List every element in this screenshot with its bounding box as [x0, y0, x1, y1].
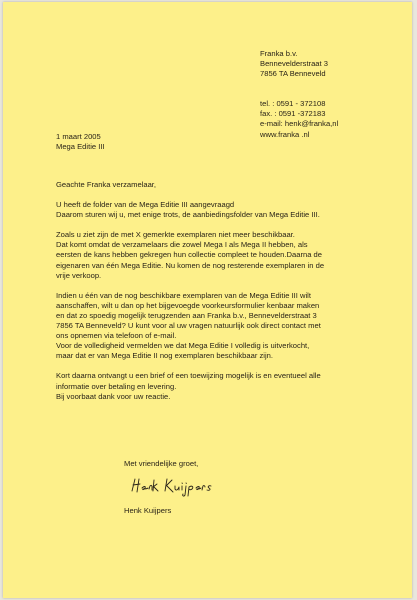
body-line: aanschaffen, wilt u dan op het bijgevoegde voorkeursformulier kenbaar maken — [56, 300, 320, 310]
letter-body — [56, 180, 376, 402]
sender-email: e-mail: henk@franka,nl — [260, 119, 339, 129]
body-line: Zoals u ziet zijn de met X gemerkte exemplaren niet meer beschikbaar. — [56, 230, 295, 240]
body-line: eigenaren van één Mega Editie. Nu komen de nog resterende exemplaren in de — [56, 260, 325, 270]
body-line: 7856 TA Benneveld? U kunt voor al uw vragen natuurlijk ook direct contact met — [56, 321, 321, 331]
salutation: Geachte Franka verzamelaar, — [56, 180, 157, 189]
body-line: Voor de volledigheid vermelden we dat Mega Editie I volledig is uitverkocht, — [56, 341, 310, 351]
handwritten-signature — [129, 475, 229, 502]
body-line: Dat komt omdat de verzamelaars die zowel Mega I als Mega II hebben, als — [56, 240, 308, 250]
letter-subject: Mega Editie III — [56, 142, 105, 152]
body-line: eersten de kans hebben gekregen hun collectie compleet te houden.Daarna de — [56, 250, 322, 260]
paragraph-3 — [56, 291, 376, 362]
sender-fax: fax. : 0591 -372183 — [260, 109, 326, 119]
sender-tel: tel. : 0591 - 372108 — [260, 99, 326, 109]
closing: Met vriendelijke groet, — [124, 459, 199, 468]
body-line: informatie over betaling en levering. — [56, 381, 177, 391]
body-line: Bij voorbaat dank voor uw reactie. — [56, 391, 171, 401]
signature-name: Henk Kuijpers — [124, 506, 172, 515]
body-line: ons opnemen via telefoon of e-mail. — [56, 331, 177, 341]
letter-page — [3, 2, 412, 598]
body-line: U heeft de folder van de Mega Editie III aangevraagd — [56, 200, 235, 210]
body-line: Indien u één van de nog beschikbare exemplaren van de Mega Editie III wilt — [56, 290, 311, 300]
sender-street: Bennevelderstraat 3 — [260, 59, 328, 69]
sender-company: Franka b.v. — [260, 49, 298, 58]
body-line: maar dat er van Mega Editie II nog exemplaren beschikbaar zijn. — [56, 351, 273, 361]
body-line: en dat zo spoedig mogelijk terugzenden aan Franka b.v., Bennevelderstraat 3 — [56, 310, 317, 320]
body-line: Daarom sturen wij u, met enige trots, de aanbiedingsfolder van Mega Editie III. — [56, 210, 320, 220]
body-line: Kort daarna ontvangt u een brief of een toewijzing mogelijk is en eventueel alle — [56, 371, 321, 381]
paragraph-4 — [56, 371, 376, 401]
sender-web: www.franka .nl — [260, 129, 310, 139]
sender-city: 7856 TA Benneveld — [260, 69, 326, 79]
date-block — [56, 132, 105, 152]
body-line: vrije verkoop. — [56, 270, 102, 280]
sender-address — [260, 49, 338, 140]
paragraph-2 — [56, 230, 376, 280]
letter-date: 1 maart 2005 — [56, 132, 101, 141]
paragraph-1 — [56, 200, 376, 220]
